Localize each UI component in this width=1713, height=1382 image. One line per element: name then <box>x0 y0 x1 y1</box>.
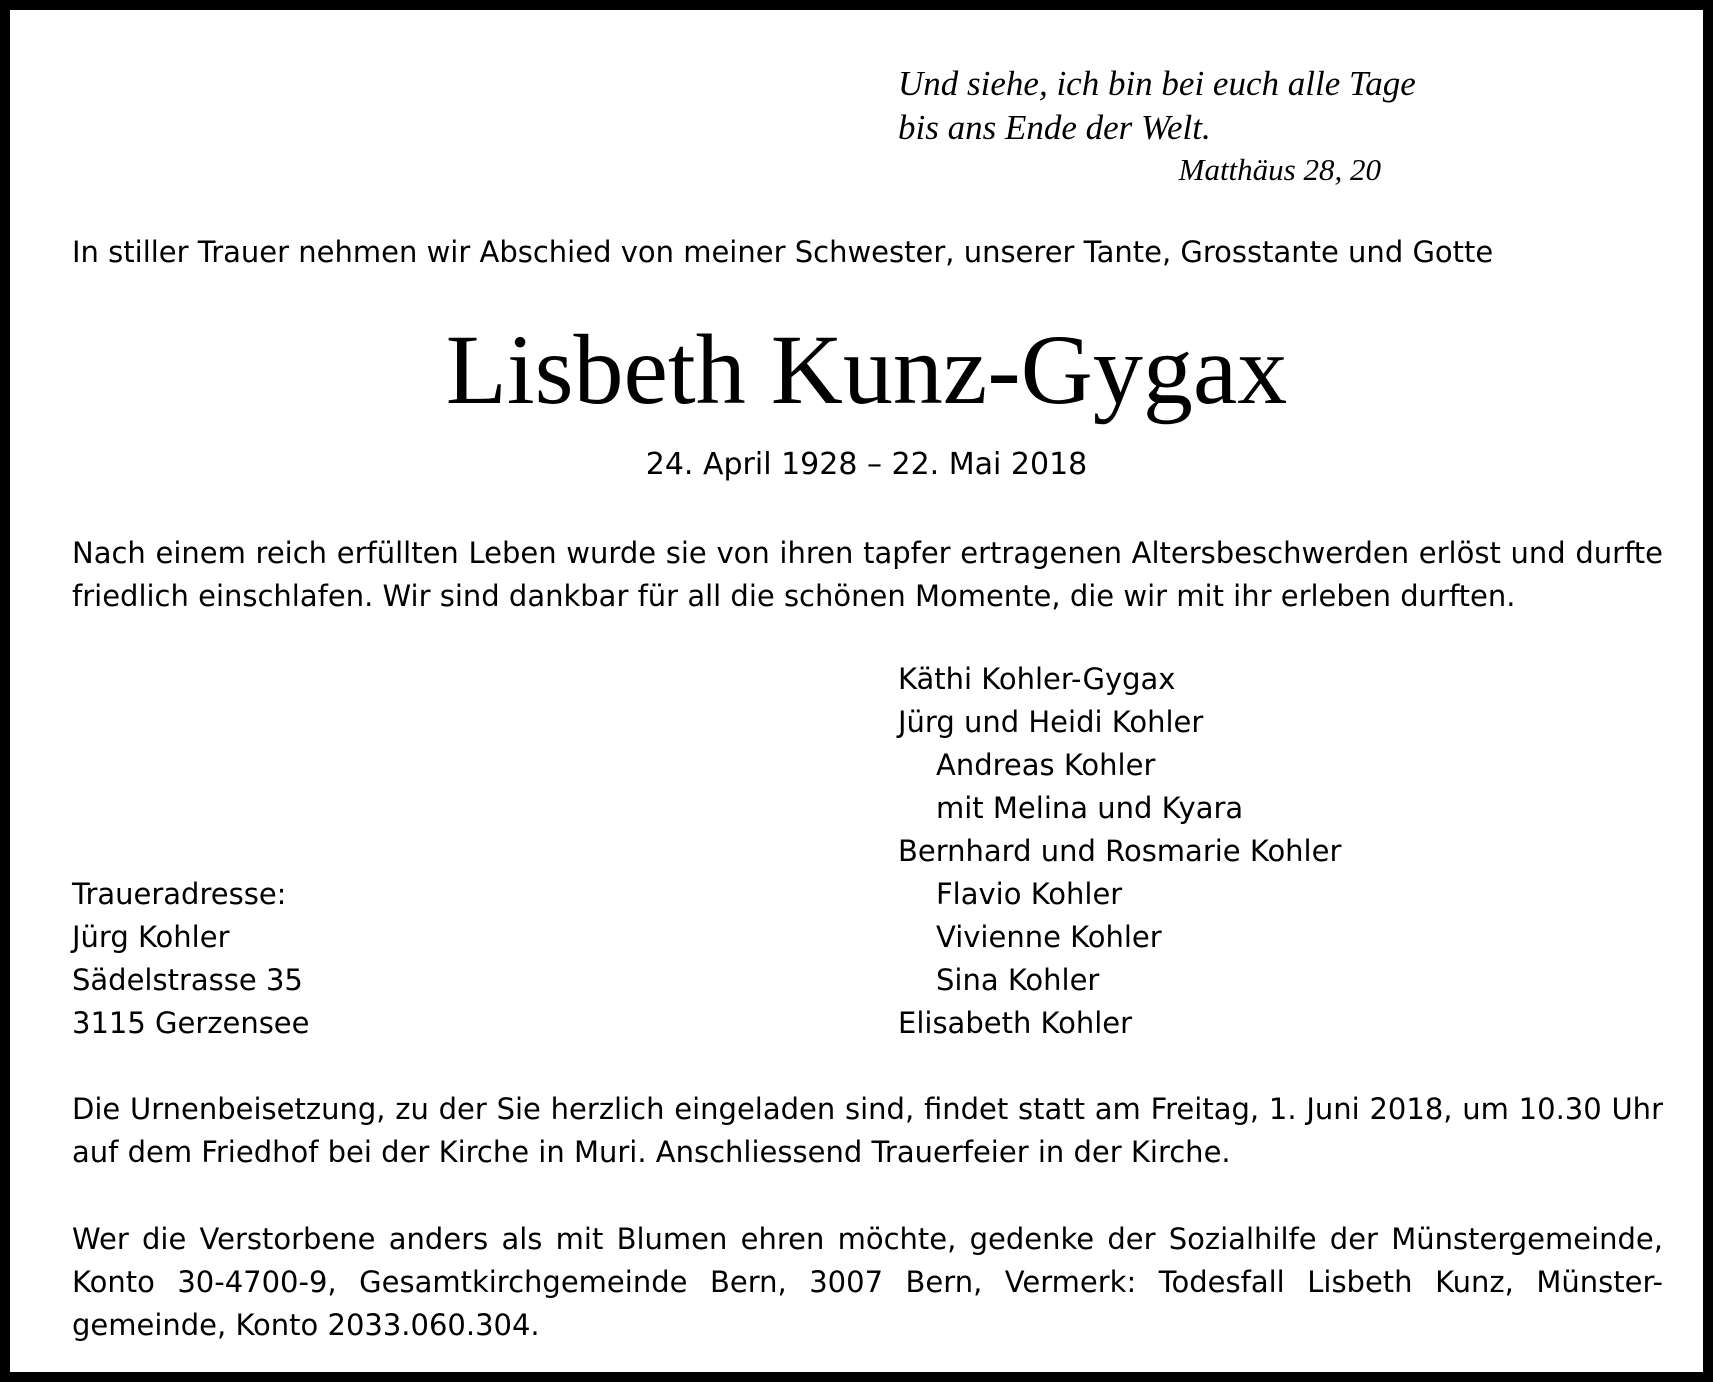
address-label: Traueradresse: <box>72 877 287 911</box>
life-dates: 24. April 1928 – 22. Mai 2018 <box>645 447 1088 482</box>
family-member: Flavio Kohler <box>936 877 1123 911</box>
deceased-name: Lisbeth Kunz-Gygax <box>445 314 1288 425</box>
bible-quote-line-2: bis ans Ende der Welt. <box>898 108 1211 147</box>
tribute-paragraph: Nach einem reich erfüllten Leben wurde sie von ihren tapfer ertragenen Altersbeschwerden erlöst und durfte friedlich einschlafen. Wir sind dankbar für all die schönen Momente, die wir mit ihr erleben durften. <box>72 536 1663 613</box>
mourning-address <box>72 873 310 1045</box>
bible-quote-reference: Matthäus 28, 20 <box>1178 152 1381 187</box>
intro-text: In stiller Trauer nehmen wir Abschied von meiner Schwester, unserer Tante, Grosstante und Gotte <box>72 235 1494 269</box>
bible-quote-line-1: Und siehe, ich bin bei euch alle Tage <box>898 64 1416 103</box>
address-name: Jürg Kohler <box>72 920 230 954</box>
family-list <box>898 658 1341 1045</box>
family-member: Käthi Kohler-Gygax <box>898 662 1176 696</box>
family-member: Elisabeth Kohler <box>898 1006 1133 1040</box>
address-city: 3115 Gerzensee <box>72 1006 310 1040</box>
funeral-details-paragraph: Die Urnenbeisetzung, zu der Sie herzlich eingeladen sind, findet statt am Freitag, 1. Juni 2018, um 10.30 Uhr auf dem Friedhof bei der Kirche in Muri. Anschliessend Trauerfeier in der Kirche. <box>72 1092 1663 1169</box>
address-street: Sädelstrasse 35 <box>72 963 303 997</box>
family-member: Sina Kohler <box>936 963 1100 997</box>
family-member: mit Melina und Kyara <box>936 791 1244 825</box>
family-member: Vivienne Kohler <box>936 920 1162 954</box>
donation-paragraph: Wer die Verstorbene anders als mit Blumen ehren möchte, gedenke der Sozialhilfe der Münstergemeinde, Konto 30-4700-9, Gesamtkirchgemeinde Bern, 3007 Bern, Vermerk: Todesfall Lisbeth Kunz, Münster-gemeinde, Konto 2033.060.304. <box>72 1222 1663 1342</box>
family-member: Jürg und Heidi Kohler <box>898 705 1204 739</box>
family-member: Bernhard und Rosmarie Kohler <box>898 834 1342 868</box>
family-member: Andreas Kohler <box>936 748 1156 782</box>
